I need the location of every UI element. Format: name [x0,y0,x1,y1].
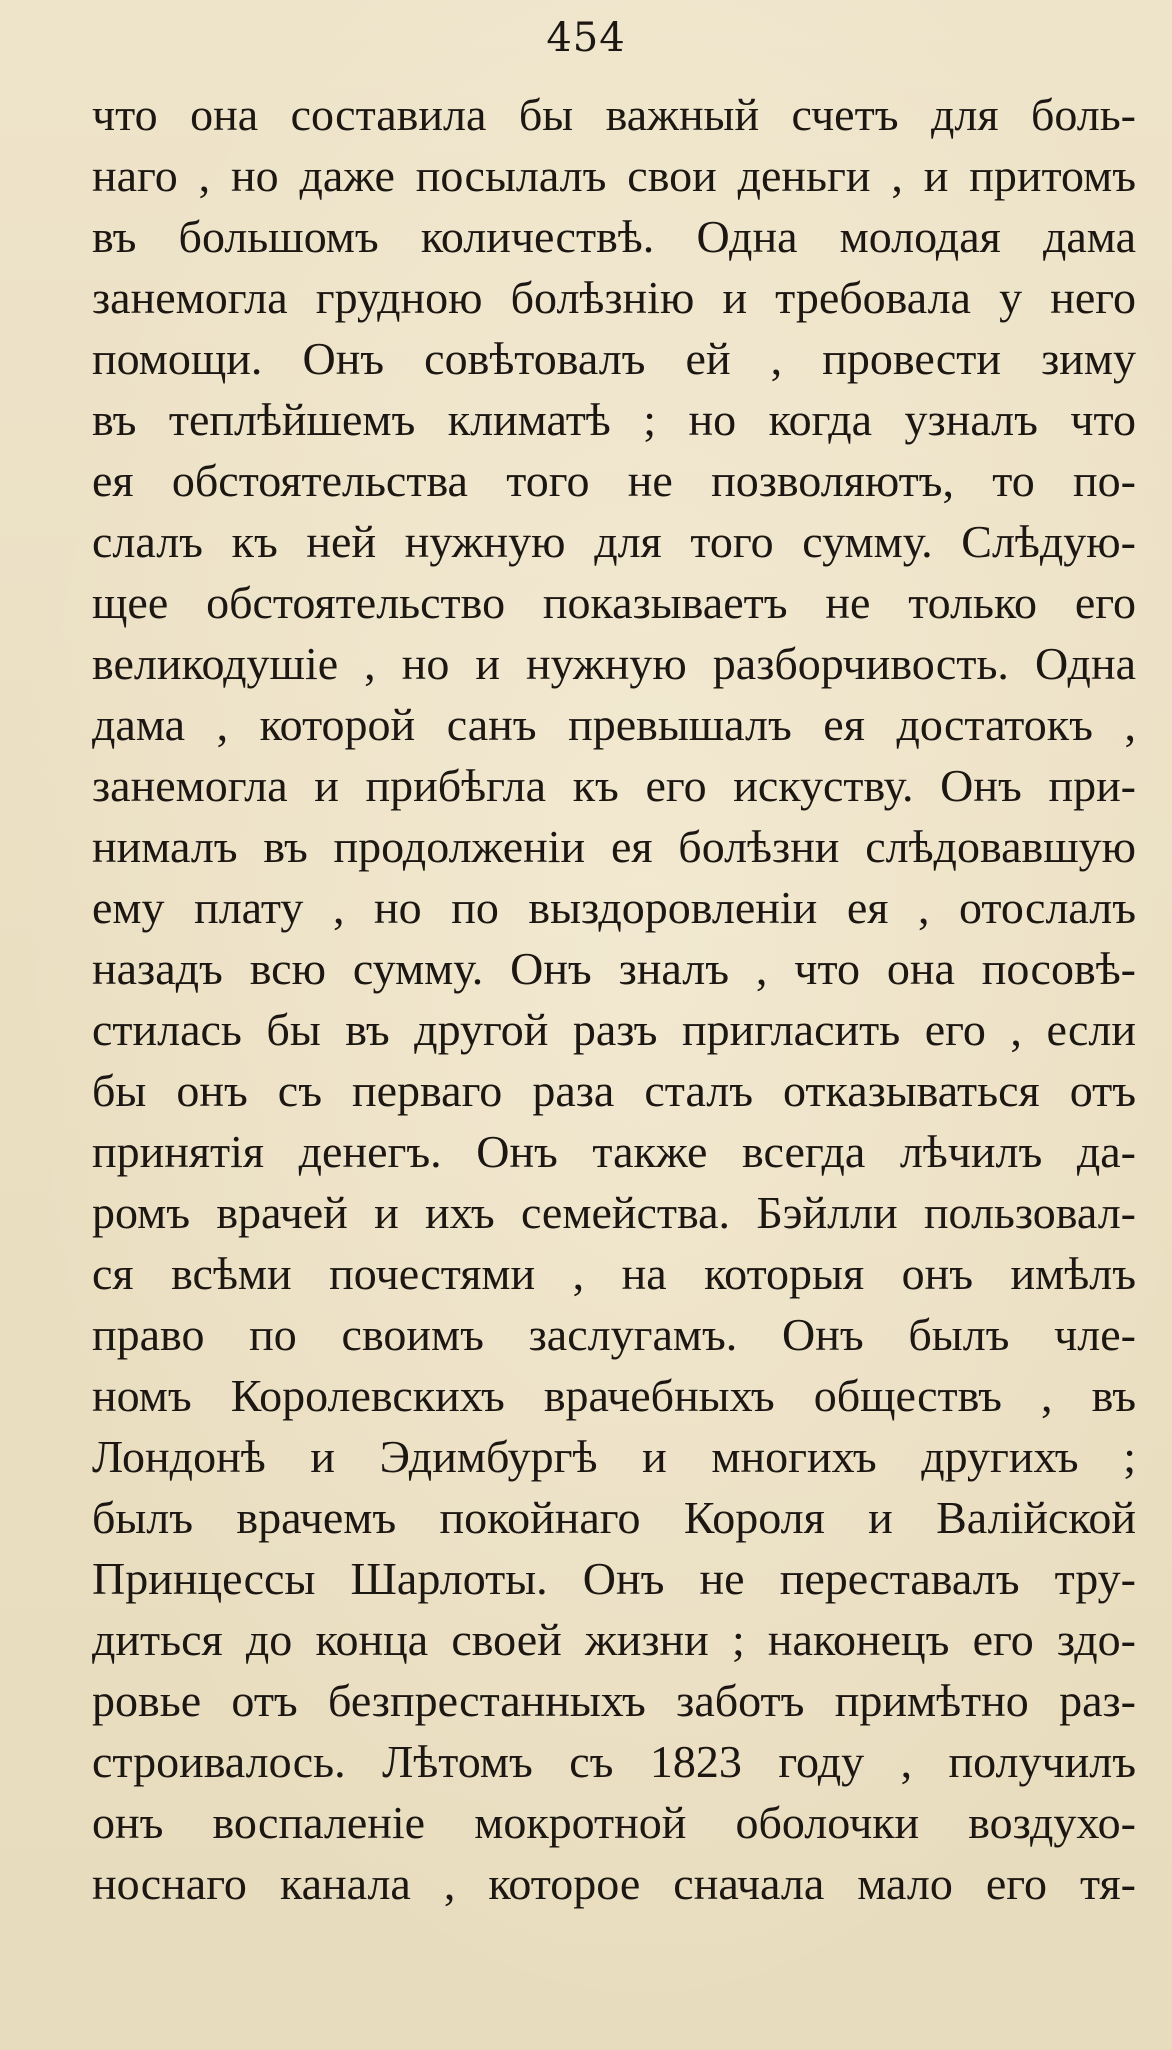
text-line: ромъ врачей и ихъ семейства. Бэйлли пользовал- [92,1187,1136,1238]
text-line: строивалось. Лѣтомъ съ 1823 году , получилъ [92,1736,1136,1787]
text-line: что она составила бы важный счетъ для боль- [92,89,1136,140]
page-number: 454 [546,15,626,61]
text-line: ему плату , но по выздоровленіи ея , отослалъ [92,882,1136,933]
text-line: въ большомъ количествѣ. Одна молодая дама [92,211,1136,262]
text-line: помощи. Онъ совѣтовалъ ей , провести зиму [92,333,1136,384]
text-line: ровье отъ безпрестанныхъ заботъ примѣтно раз- [92,1675,1136,1726]
text-line: Лондонѣ и Эдимбургѣ и многихъ другихъ ; [92,1431,1136,1482]
text-line: наго , но даже посылалъ свои деньги , и притомъ [92,150,1136,201]
body-text [92,84,1136,1914]
text-line: дама , которой санъ превышалъ ея достатокъ , [92,699,1136,750]
text-line: щее обстоятельство показываетъ не только его [92,577,1136,628]
text-line: занемогла грудною болѣзнію и требовала у него [92,272,1136,323]
text-line: въ теплѣйшемъ климатѣ ; но когда узналъ что [92,394,1136,445]
text-line: принятія денегъ. Онъ также всегда лѣчилъ да- [92,1126,1136,1177]
text-line: былъ врачемъ покойнаго Короля и Валійской [92,1492,1136,1543]
text-line: диться до конца своей жизни ; наконецъ его здо- [92,1614,1136,1665]
text-line: нималъ въ продолженіи ея болѣзни слѣдовавшую [92,821,1136,872]
text-line: ся всѣми почестями , на которыя онъ имѣлъ [92,1248,1136,1299]
text-line: номъ Королевскихъ врачебныхъ обществъ , въ [92,1370,1136,1421]
text-line: бы онъ съ перваго раза сталъ отказываться отъ [92,1065,1136,1116]
text-line: великодушіе , но и нужную разборчивость. Одна [92,638,1136,689]
text-line: назадъ всю сумму. Онъ зналъ , что она посовѣ- [92,943,1136,994]
text-line: право по своимъ заслугамъ. Онъ былъ чле- [92,1309,1136,1360]
text-line: Принцессы Шарлоты. Онъ не переставалъ тру- [92,1553,1136,1604]
text-line: слалъ къ ней нужную для того сумму. Слѣдую- [92,516,1136,567]
text-line: ея обстоятельства того не позволяютъ, то по- [92,455,1136,506]
text-line: носнаго канала , которое сначала мало его тя- [92,1858,1136,1909]
text-line: онъ воспаленіе мокротной оболочки воздухо- [92,1797,1136,1848]
text-line: занемогла и прибѣгла къ его искуству. Онъ при- [92,760,1136,811]
text-line: стилась бы въ другой разъ пригласить его , если [92,1004,1136,1055]
